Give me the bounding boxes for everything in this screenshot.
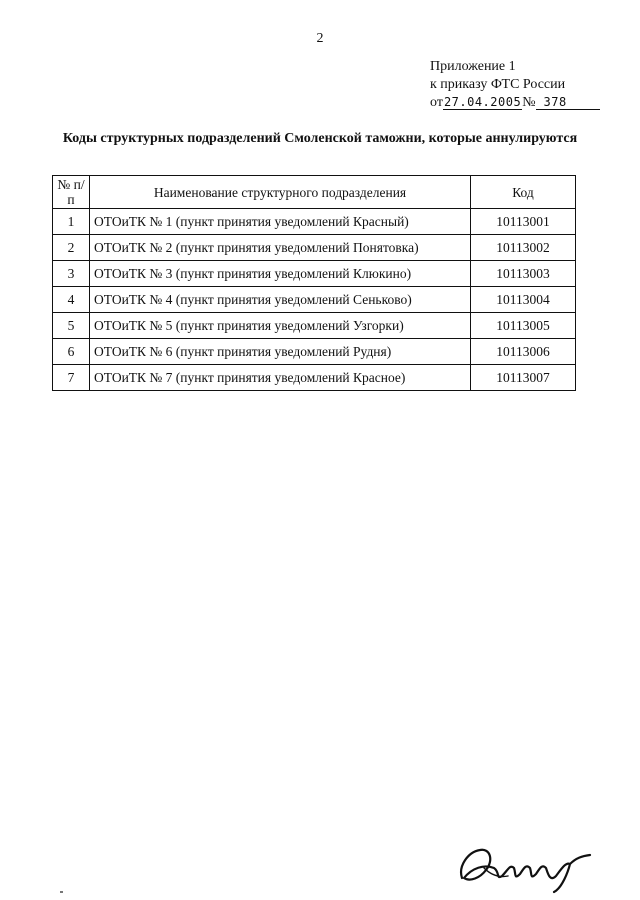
appendix-date-number-line (430, 94, 600, 112)
row-code-cell: 10113001 (471, 209, 576, 235)
row-num-cell: 3 (53, 261, 90, 287)
document-title: Коды структурных подразделений Смоленской таможни, которые аннулируются (62, 131, 578, 146)
header-num: № п/п (53, 176, 90, 209)
row-name-cell: ОТОиТК № 1 (пункт принятия уведомлений Красный) (90, 209, 471, 235)
table-row (53, 287, 576, 313)
header-name: Наименование структурного подразделения (90, 176, 471, 209)
appendix-order-reference: к приказу ФТС России (430, 77, 566, 92)
table-row (53, 261, 576, 287)
scan-mark (60, 891, 63, 893)
row-name-cell: ОТОиТК № 6 (пункт принятия уведомлений Рудня) (90, 339, 471, 365)
row-name-cell: ОТОиТК № 2 (пункт принятия уведомлений Понятовка) (90, 235, 471, 261)
row-name-cell: ОТОиТК № 3 (пункт принятия уведомлений Клюкино) (90, 261, 471, 287)
row-code-cell: 10113007 (471, 365, 576, 391)
row-code-cell: 10113002 (471, 235, 576, 261)
appendix-title: Приложение 1 (430, 59, 516, 74)
table-row (53, 209, 576, 235)
row-num-cell: 2 (53, 235, 90, 261)
appendix-block (430, 58, 600, 112)
table-row (53, 339, 576, 365)
order-date: 27.04.2005 (443, 95, 522, 109)
table-row (53, 365, 576, 391)
table-row (53, 313, 576, 339)
row-code-cell: 10113005 (471, 313, 576, 339)
row-name-cell: ОТОиТК № 4 (пункт принятия уведомлений Сеньково) (90, 287, 471, 313)
row-num-cell: 1 (53, 209, 90, 235)
codes-table (52, 175, 576, 391)
row-num-cell: 4 (53, 287, 90, 313)
row-code-cell: 10113006 (471, 339, 576, 365)
header-code: Код (471, 176, 576, 209)
date-prefix: от (430, 95, 443, 110)
row-name-cell: ОТОиТК № 5 (пункт принятия уведомлений Узгорки) (90, 313, 471, 339)
table-body (53, 209, 576, 391)
page-number: 2 (316, 31, 324, 46)
signature-scribble (450, 838, 600, 894)
row-num-cell: 7 (53, 365, 90, 391)
row-code-cell: 10113003 (471, 261, 576, 287)
row-code-cell: 10113004 (471, 287, 576, 313)
signature (450, 838, 600, 894)
row-num-cell: 5 (53, 313, 90, 339)
order-number: 378 (536, 95, 600, 110)
table-row (53, 235, 576, 261)
row-name-cell: ОТОиТК № 7 (пункт принятия уведомлений Красное) (90, 365, 471, 391)
number-prefix: № (522, 95, 536, 110)
table-header-row (53, 176, 576, 209)
row-num-cell: 6 (53, 339, 90, 365)
